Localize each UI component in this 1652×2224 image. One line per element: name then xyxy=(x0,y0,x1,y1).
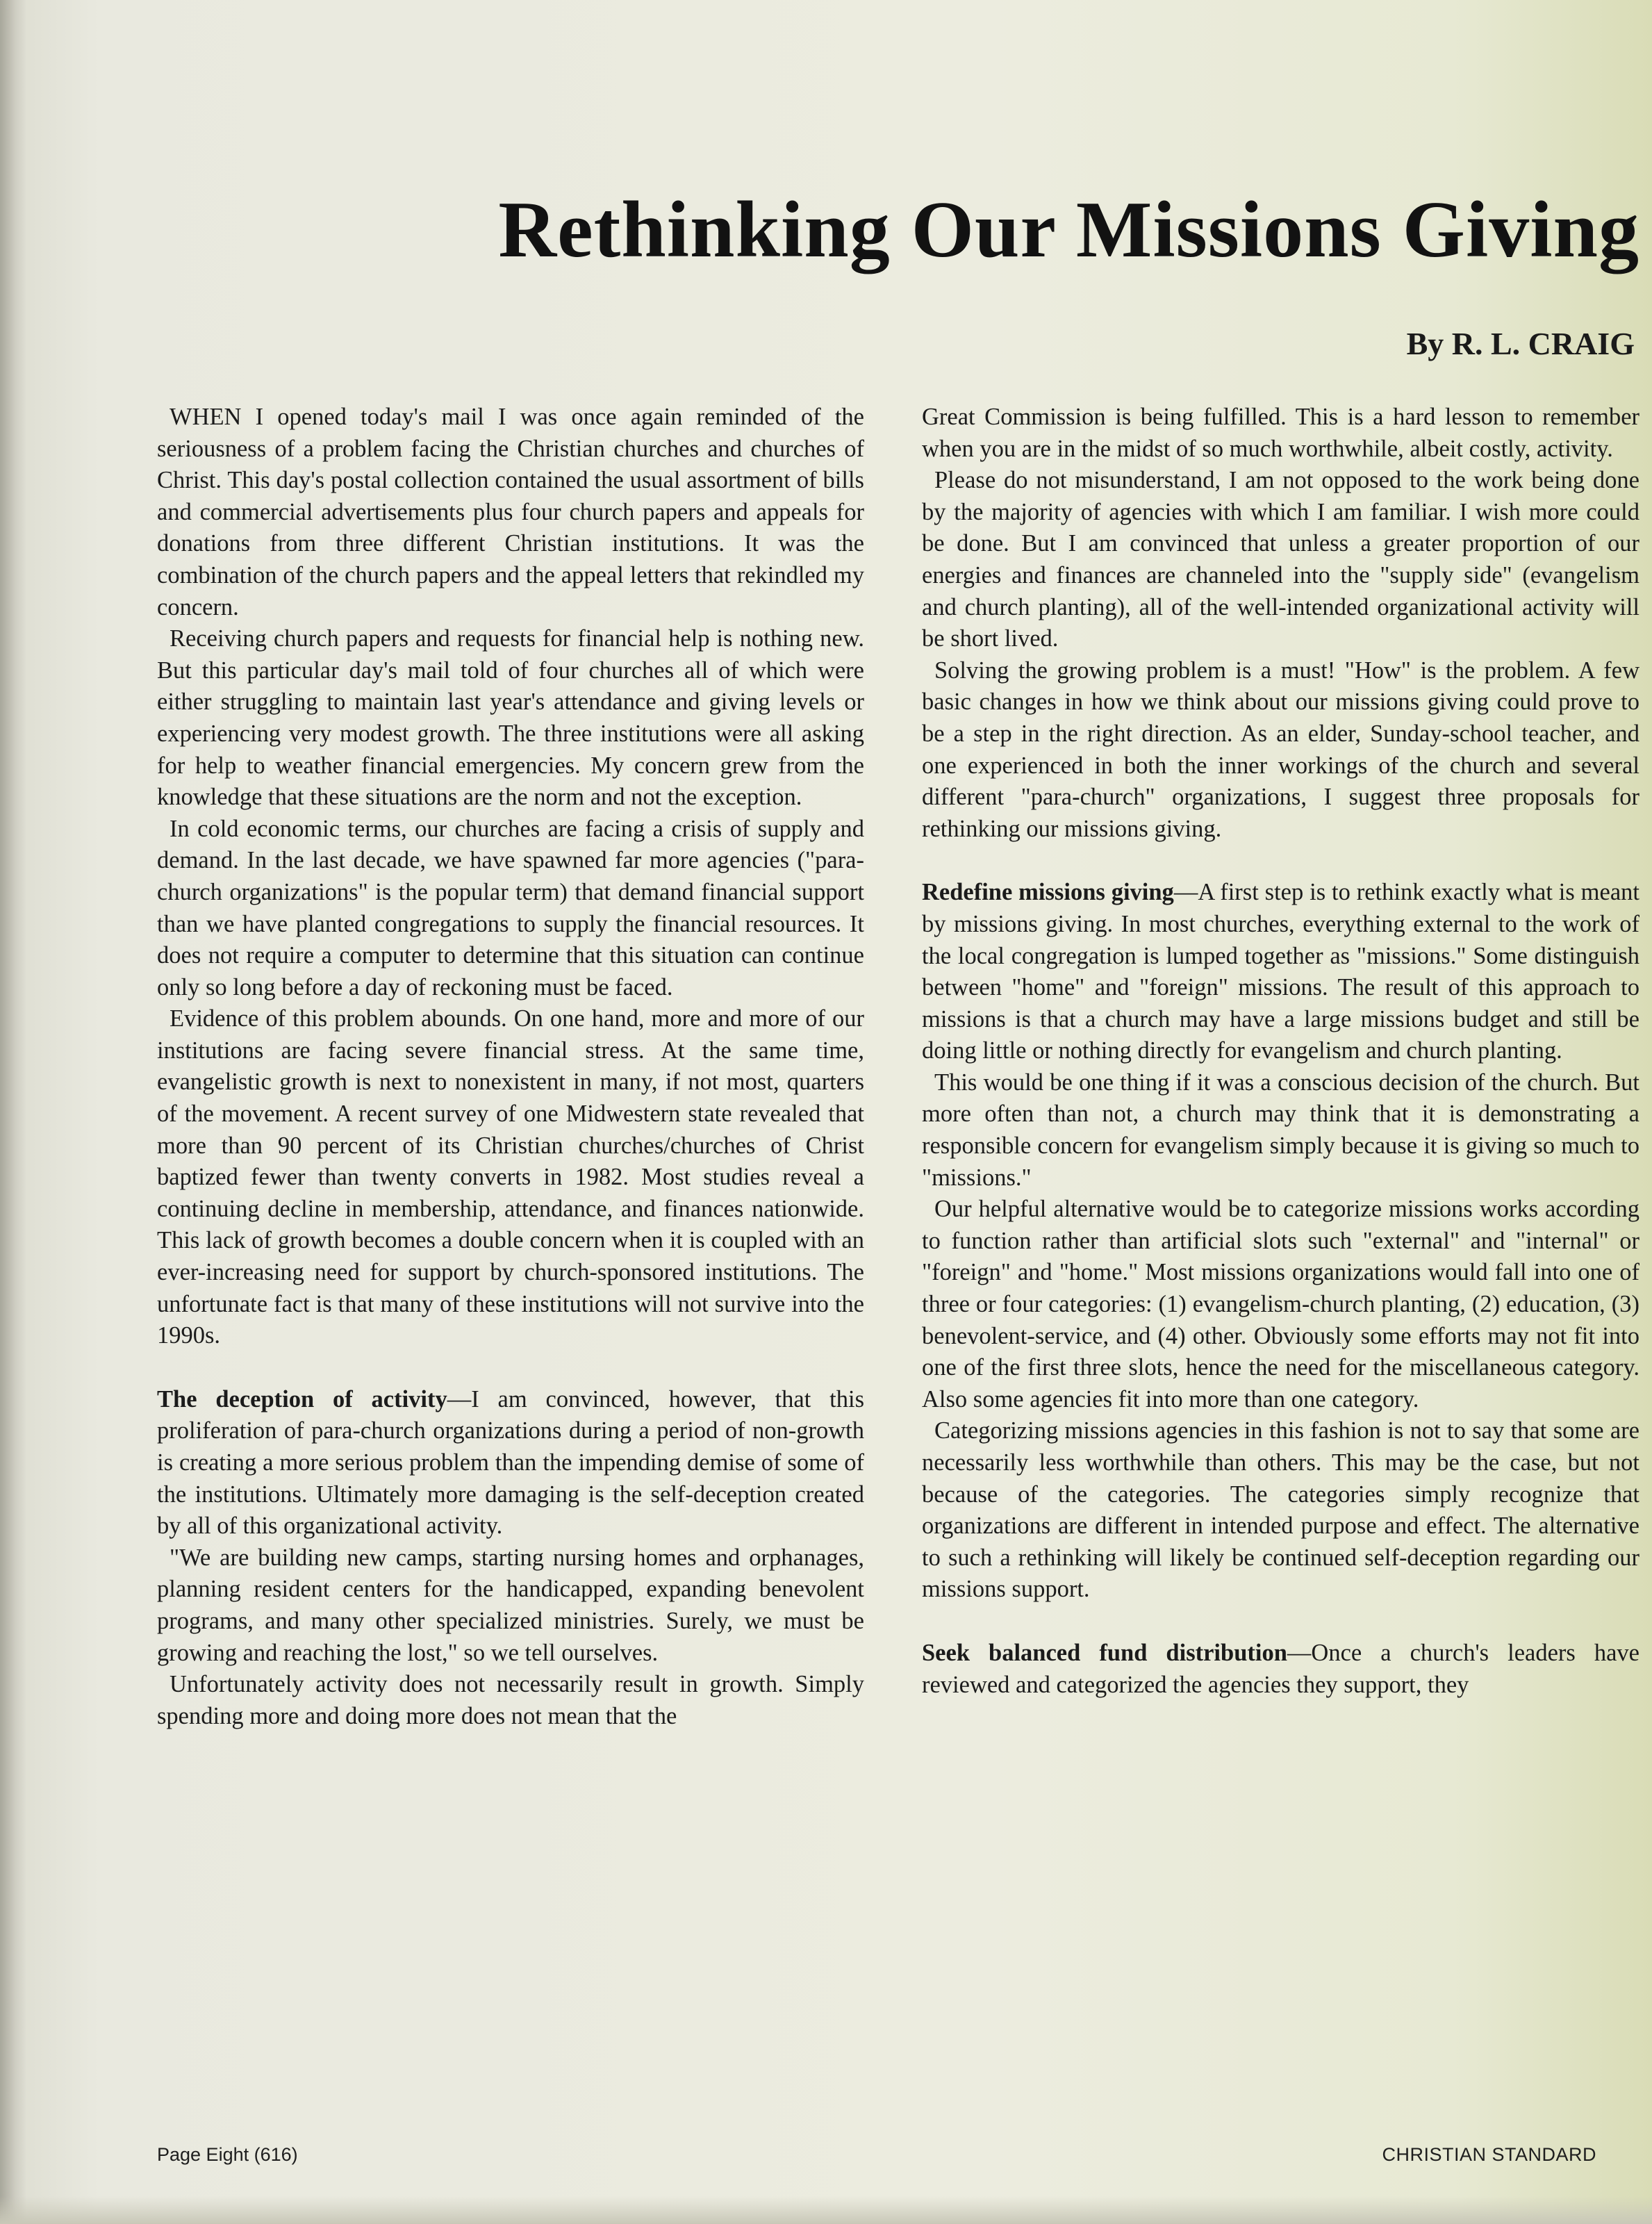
paragraph: Categorizing missions agencies in this fashion is not to say that some are necessarily less worthwhile than others. This may be the case, but not because of the categories. The categories simply recognize that organizations are different in intended purpose and effect. The alternative to such a rethinking will likely be continued self-deception regarding our missions support. xyxy=(922,1417,1639,1603)
right-column xyxy=(922,402,1639,1701)
section-balanced-fund-distribution xyxy=(922,1638,1639,1701)
paragraph: Our helpful alternative would be to categorize missions works according to function rather than artificial slots such "external" and "internal" or "foreign" and "home." Most missions organizations would fall into one of three or four categories: (1) evangelism-church planting, (2) education, (3) benevolent-service, and (4) other. Obviously some efforts may not fit into one of the first three slots, hence the need for the miscellaneous category. Also some agencies fit into more than one category. xyxy=(922,1196,1639,1412)
publication-name: CHRISTIAN STANDARD xyxy=(1382,2144,1596,2165)
paragraph: WHEN I opened today's mail I was once again reminded of the seriousness of a problem facing the Christian churches and churches of Christ. This day's postal collection contained the usual assortment of bills and commercial advertisements plus four church papers and appeals for donations from three different Christian institutions. It was the combination of the church papers and the appeal letters that rekindled my concern. xyxy=(157,404,864,620)
paragraph: This would be one thing if it was a conscious decision of the church. But more often than not, a church may think that it is demonstrating a responsible concern for evangelism simply because it is giving so much to "missions." xyxy=(922,1069,1639,1191)
section-heading: Redefine missions giving xyxy=(922,879,1174,906)
paragraph: Receiving church papers and requests for financial help is nothing new. But this particular day's mail told of four churches all of which were either struggling to maintain last year's attendance and giving levels or experiencing very modest growth. The three institutions were all asking for help to weather financial emergencies. My concern grew from the knowledge that these situations are the norm and not the exception. xyxy=(157,625,864,811)
article-title: Rethinking Our Missions Giving xyxy=(498,186,1639,274)
paragraph: Solving the growing problem is a must! "How" is the problem. A few basic changes in how we think about our missions giving could prove to be a step in the right direction. As an elder, Sunday-school teacher, and one experienced in both the inner workings of the church and several different "para-church" organizations, I suggest three proposals for rethinking our missions giving. xyxy=(922,657,1639,842)
paragraph: Evidence of this problem abounds. On one hand, more and more of our institutions are facing severe financial stress. At the same time, evangelistic growth is next to nonexistent in many, if not most, quarters of the movement. A recent survey of one Midwestern state revealed that more than 90 percent of its Christian churches/churches of Christ baptized fewer than twenty converts in 1982. Most studies reveal a continuing decline in membership, attendance, and finances nationwide. This lack of growth becomes a double concern when it is coupled with an ever-increasing need for support by church-sponsored institutions. The unfortunate fact is that many of these institutions will not survive into the 1990s. xyxy=(157,1005,864,1349)
paragraph: Unfortunately activity does not necessarily result in growth. Simply spending more and doing more does not mean that the xyxy=(157,1671,864,1729)
page-bottom-edge xyxy=(0,2196,1652,2224)
left-column xyxy=(157,402,864,1732)
section-heading: The deception of activity xyxy=(157,1385,447,1412)
section-redefine-missions-giving xyxy=(922,877,1639,1067)
section-text: —A first step is to rethink exactly what is meant by missions giving. In most churches, everything external to the work of the local congregation is lumped together as "missions." Some distinguish between "home" and "foreign" missions. The result of this approach to missions is that a church may have a large missions budget and still be doing little or nothing directly for evangelism and church planting. xyxy=(922,879,1639,1064)
section-heading: Seek balanced fund distribution xyxy=(922,1639,1287,1666)
article-byline: By R. L. CRAIG xyxy=(1406,326,1635,361)
section-text: —I am convinced, however, that this proliferation of para-church organizations during a period of non-growth is creating a more serious problem than the impending demise of some of the institutions. Ultimately more damaging is the self-deception created by all of this organizational activity. xyxy=(157,1385,864,1540)
section-deception-of-activity xyxy=(157,1384,864,1542)
paragraph: "We are building new camps, starting nursing homes and orphanages, planning resident centers for the handicapped, expanding benevolent programs, and many other specialized ministries. Surely, we must be growing and reaching the lost," so we tell ourselves. xyxy=(157,1544,864,1666)
paragraph: In cold economic terms, our churches are facing a crisis of supply and demand. In the last decade, we have spawned far more agencies ("para-church organizations" is the popular term) that demand financial support than we have planted congregations to supply the financial resources. It does not require a computer to determine that this situation can continue only so long before a day of reckoning must be faced. xyxy=(157,815,864,1000)
paragraph: Great Commission is being fulfilled. This is a hard lesson to remember when you are in the midst of so much worthwhile, albeit costly, activity. xyxy=(922,404,1639,462)
section-text: —Once a church's leaders have reviewed and categorized the agencies they support, they xyxy=(922,1639,1639,1698)
page-number: Page Eight (616) xyxy=(157,2144,298,2165)
page-spine-shadow xyxy=(0,0,26,2224)
paragraph: Please do not misunderstand, I am not opposed to the work being done by the majority of agencies with which I am familiar. I wish more could be done. But I am convinced that unless a greater proportion of our energies and finances are channeled into the "supply side" (evangelism and church planting), all of the well-intended organizational activity will be short lived. xyxy=(922,467,1639,652)
